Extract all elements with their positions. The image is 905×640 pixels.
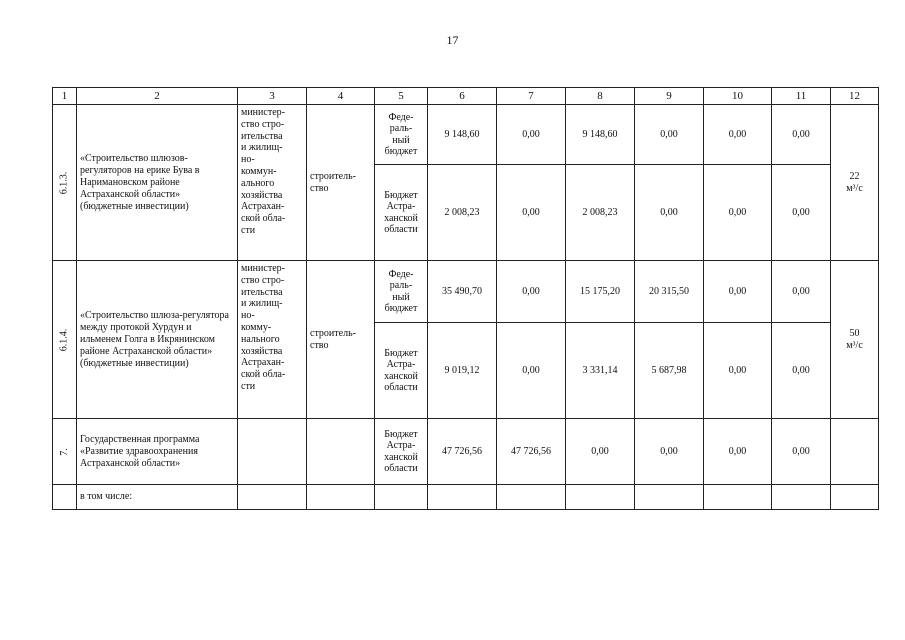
empty-cell xyxy=(497,485,566,510)
column-header: 4 xyxy=(307,88,375,105)
column-header: 2 xyxy=(77,88,238,105)
responsible: министер- ство стро- ительства и жилищ- но- коммун- ального хозяйства Астрахан- ской обла- сти xyxy=(238,105,307,261)
value-cell: 0,00 xyxy=(772,165,831,261)
value-cell: 0,00 xyxy=(497,261,566,323)
column-header: 6 xyxy=(428,88,497,105)
value-cell: 9 019,12 xyxy=(428,323,497,419)
empty-cell xyxy=(238,419,307,485)
value-cell: 0,00 xyxy=(635,105,704,165)
row-number: 7. xyxy=(58,447,70,456)
column-header: 5 xyxy=(375,88,428,105)
value-cell: 0,00 xyxy=(704,323,772,419)
value-cell: 47 726,56 xyxy=(497,419,566,485)
value-cell: 2 008,23 xyxy=(566,165,635,261)
funding-source: Феде- раль- ный бюджет xyxy=(375,105,428,165)
value-cell: 2 008,23 xyxy=(428,165,497,261)
value-cell: 3 331,14 xyxy=(566,323,635,419)
budget-table xyxy=(52,87,879,510)
empty-cell xyxy=(53,485,77,510)
value-cell: 47 726,56 xyxy=(428,419,497,485)
column-header: 3 xyxy=(238,88,307,105)
value-cell: 0,00 xyxy=(772,323,831,419)
value-cell: 0,00 xyxy=(772,261,831,323)
value-cell: 0,00 xyxy=(566,419,635,485)
value-cell: 0,00 xyxy=(704,105,772,165)
empty-cell xyxy=(307,485,375,510)
column-header: 1 xyxy=(53,88,77,105)
value-cell: 0,00 xyxy=(772,105,831,165)
funding-source: Феде- раль- ный бюджет xyxy=(375,261,428,323)
value-cell: 0,00 xyxy=(497,105,566,165)
table-row xyxy=(53,419,879,485)
row-name: «Строительство шлюза-регулятора между протокой Хурдун и ильменем Голга в Икрянинском районе Астраханской области» (бюджетные инвестиции) xyxy=(77,261,238,419)
capacity: 22 м³/с xyxy=(831,105,879,261)
value-cell: 0,00 xyxy=(635,419,704,485)
row-number: 6.1.4. xyxy=(58,328,70,351)
row-name: Государственная программа «Развитие здравоохранения Астраханской области» xyxy=(77,419,238,485)
value-cell: 35 490,70 xyxy=(428,261,497,323)
empty-cell xyxy=(635,485,704,510)
value-cell: 5 687,98 xyxy=(635,323,704,419)
empty-cell xyxy=(831,485,879,510)
row-number: 6.1.3. xyxy=(58,171,70,194)
row-name: «Строительство шлюзов-регуляторов на ерике Бува в Наримановском районе Астраханской области» (бюджетные инвестиции) xyxy=(77,105,238,261)
empty-cell xyxy=(375,485,428,510)
empty-cell xyxy=(704,485,772,510)
table-row xyxy=(53,105,879,165)
funding-source: Бюджет Астра- ханской области xyxy=(375,323,428,419)
value-cell: 20 315,50 xyxy=(635,261,704,323)
row-name: в том числе: xyxy=(77,485,238,510)
column-header: 7 xyxy=(497,88,566,105)
empty-cell xyxy=(772,485,831,510)
work-type: строитель- ство xyxy=(307,105,375,261)
value-cell: 0,00 xyxy=(635,165,704,261)
value-cell: 0,00 xyxy=(772,419,831,485)
column-header: 11 xyxy=(772,88,831,105)
value-cell: 9 148,60 xyxy=(428,105,497,165)
responsible: министер- ство стро- ительства и жилищ- но- комму- нального хозяйства Астрахан- ской обла- сти xyxy=(238,261,307,419)
table-row xyxy=(53,261,879,323)
empty-cell xyxy=(831,419,879,485)
column-header: 9 xyxy=(635,88,704,105)
empty-cell xyxy=(307,419,375,485)
value-cell: 0,00 xyxy=(704,165,772,261)
funding-source: Бюджет Астра- ханской области xyxy=(375,165,428,261)
value-cell: 0,00 xyxy=(704,261,772,323)
page-number: 17 xyxy=(446,33,459,47)
work-type: строитель- ство xyxy=(307,261,375,419)
capacity: 50 м³/с xyxy=(831,261,879,419)
empty-cell xyxy=(238,485,307,510)
funding-source: Бюджет Астра- ханской области xyxy=(375,419,428,485)
column-header: 8 xyxy=(566,88,635,105)
empty-cell xyxy=(428,485,497,510)
header-row xyxy=(53,88,879,105)
column-header: 12 xyxy=(831,88,879,105)
column-header: 10 xyxy=(704,88,772,105)
table-row xyxy=(53,485,879,510)
value-cell: 0,00 xyxy=(497,165,566,261)
value-cell: 9 148,60 xyxy=(566,105,635,165)
value-cell: 0,00 xyxy=(497,323,566,419)
value-cell: 15 175,20 xyxy=(566,261,635,323)
empty-cell xyxy=(566,485,635,510)
value-cell: 0,00 xyxy=(704,419,772,485)
